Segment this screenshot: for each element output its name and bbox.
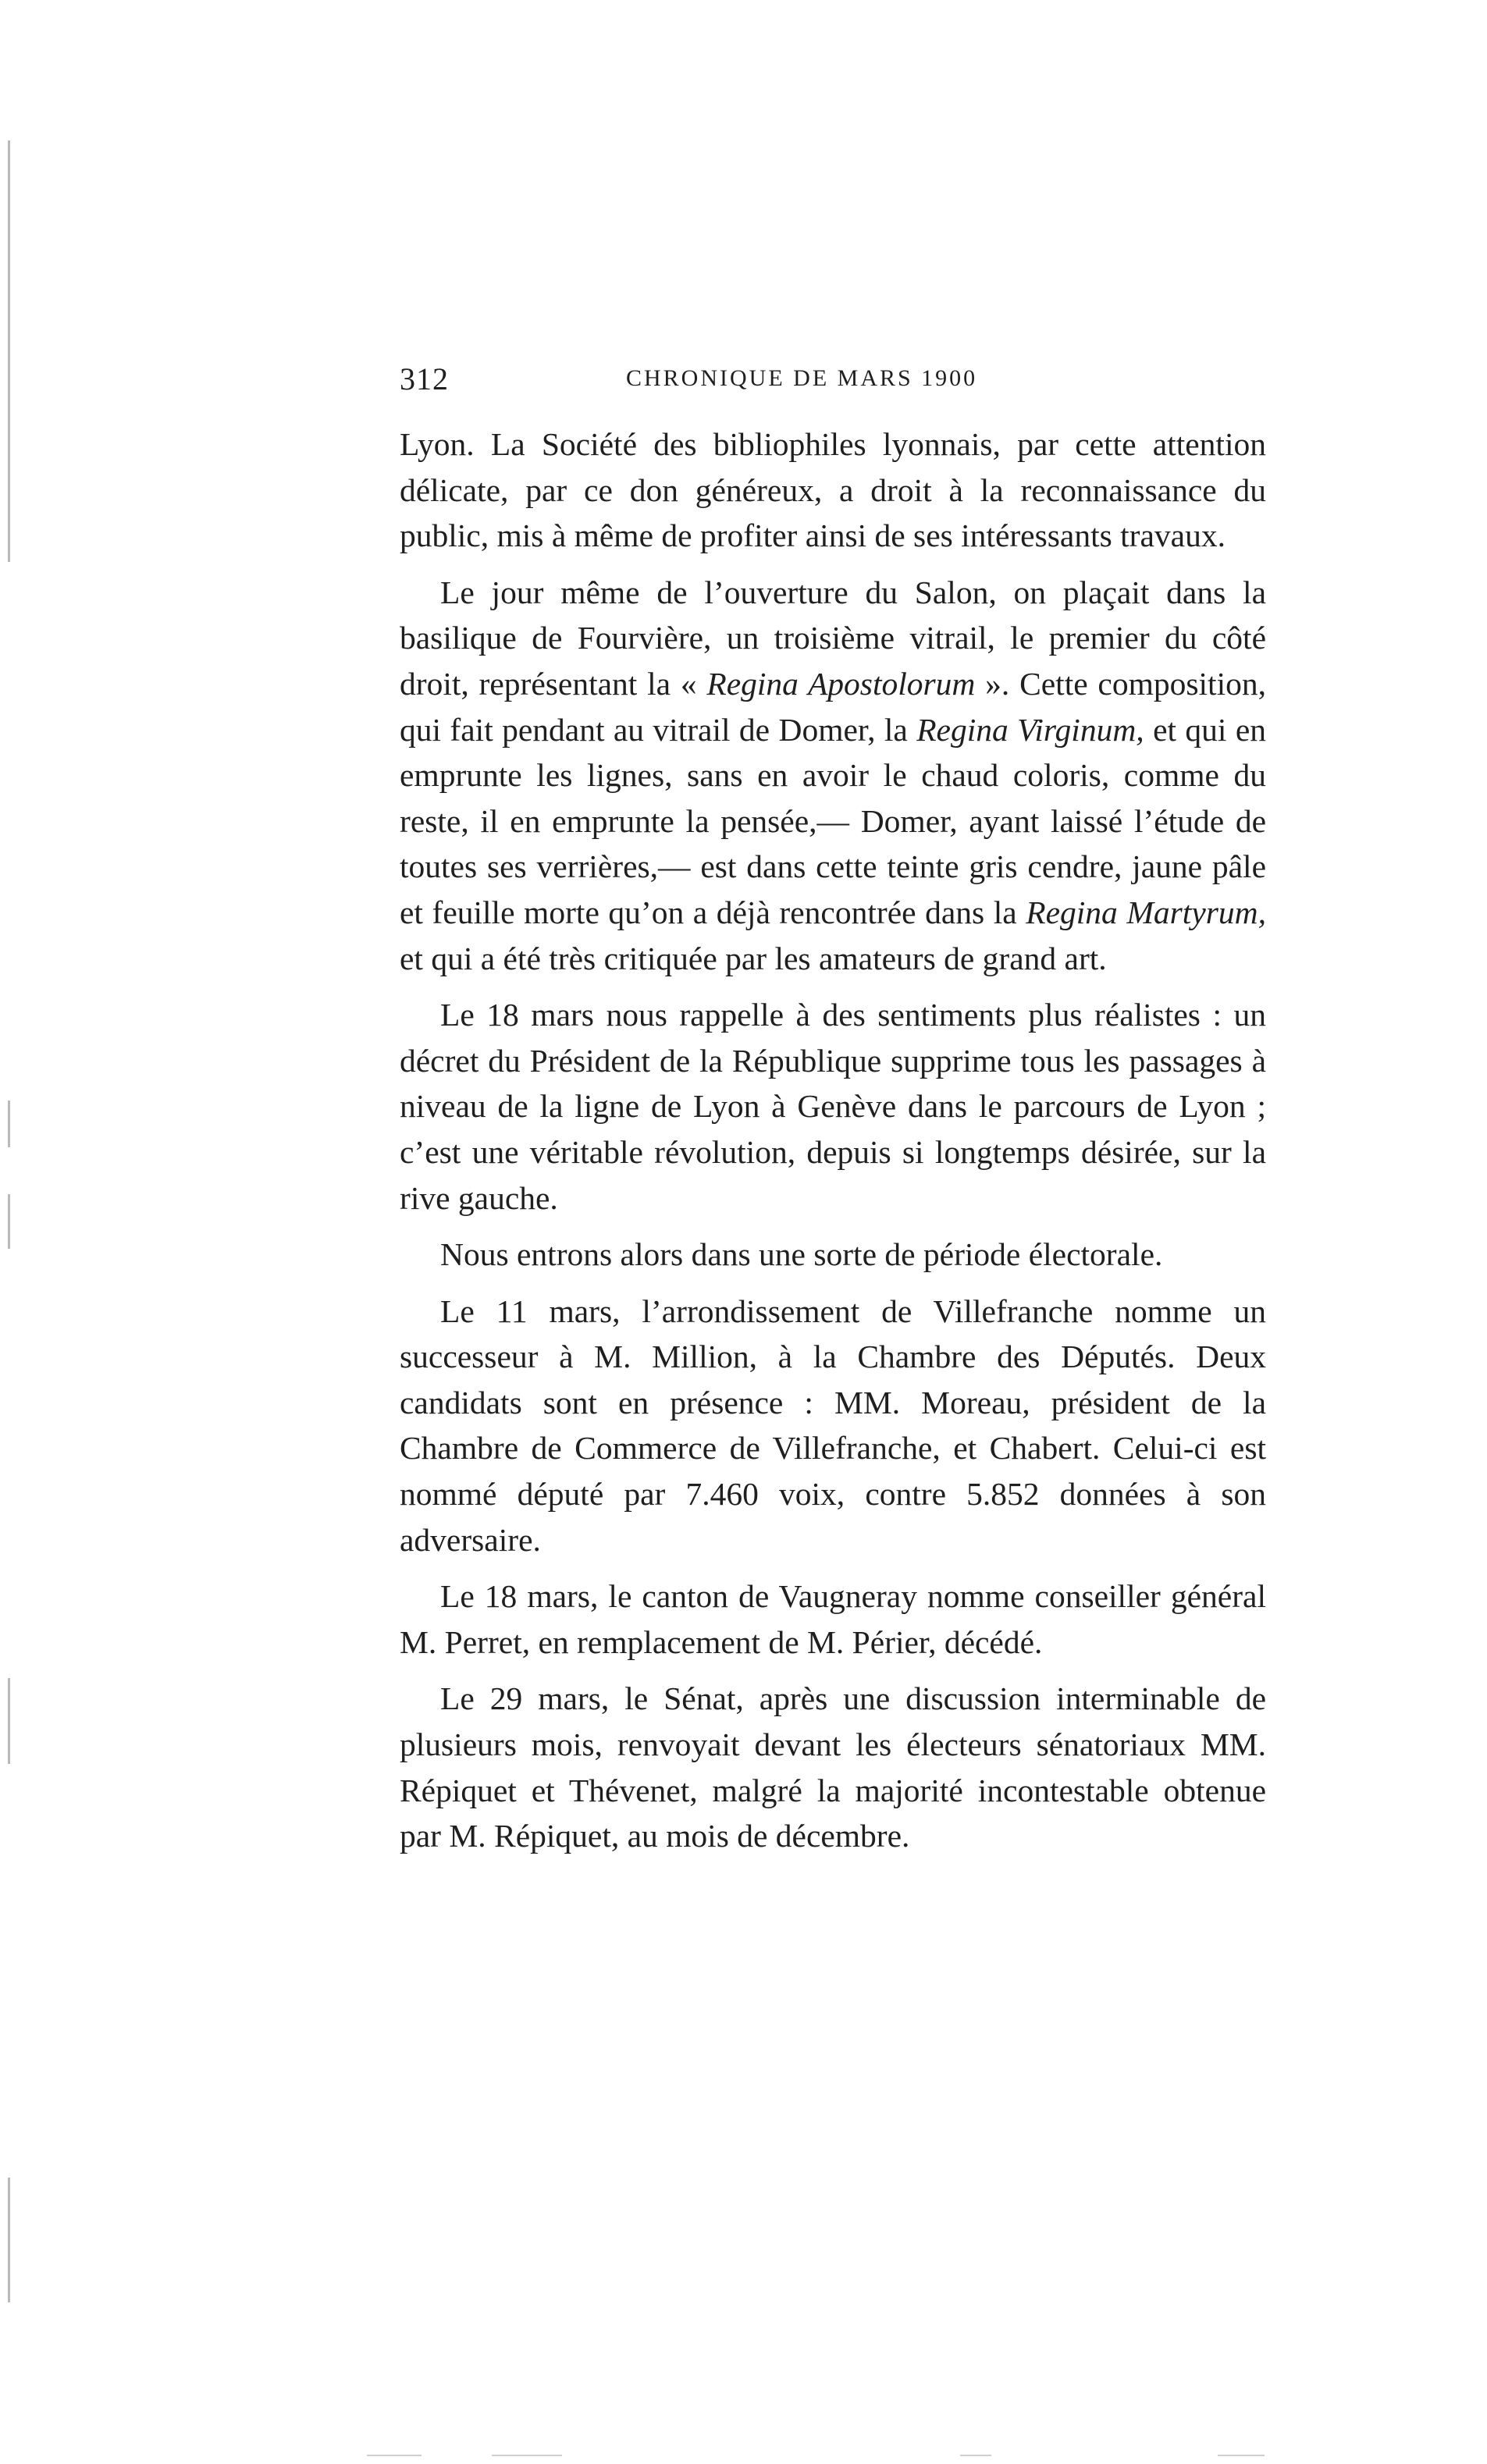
paragraph-decret: Le 18 mars nous rappelle à des sentiments plus réalistes : un décret du Président de la République supprime tous les passages à niveau de la ligne de Lyon à Genève dans le parcours de Lyon ; c’est une véritable révolution, depuis si longtemps désirée, sur la rive gauche. — [400, 997, 1266, 1216]
scan-bottom-mark — [1218, 2455, 1265, 2456]
page-number: 312 — [400, 361, 449, 396]
paragraph-villefranche: Le 11 mars, l’arrondissement de Villefranche nomme un successeur à M. Million, à la Chambre des Députés. Deux candidats sont en présence : MM. Moreau, président de la Chambre de Commerce de Villefranche, et Chabert. Celui-ci est nommé député par 7.460 voix, contre 5.852 données à son adversaire. — [400, 1292, 1266, 1558]
italic-title: Regina Virginum, — [916, 711, 1144, 748]
text-run: ». Cette composition, qui fait pendant au vitrail de Domer, la — [400, 665, 1266, 748]
paragraph-electorale: Nous entrons alors dans une sorte de période électorale. — [440, 1236, 1163, 1273]
running-head — [400, 361, 1004, 407]
paragraph-vaugneray: Le 18 mars, le canton de Vaugneray nomme conseiller général M. Perret, en remplacement de M. Périer, décédé. — [400, 1578, 1266, 1660]
text-run: et qui en emprunte les lignes, sans en avoir le chaud coloris, comme du reste, il en emprunte la pensée,— Domer, ayant laissé l’étude de toutes ses verrières,— est dans cette teinte gris cendre, jaune pâle et feuille morte qu’on a déjà rencontrée dans la — [400, 711, 1266, 930]
scan-edge-mark — [8, 1678, 10, 1764]
paragraph-senat: Le 29 mars, le Sénat, après une discussion interminable de plusieurs mois, renvoyait devant les électeurs sénatoriaux MM. Répiquet et Thévenet, malgré la majorité incontestable obtenue par M. Répiquet, au mois de décembre. — [400, 1680, 1266, 1854]
paragraph-fourviere — [400, 570, 1266, 981]
scan-edge-mark — [8, 140, 10, 562]
paragraph-continuation: Lyon. La Société des bibliophiles lyonnais, par cette attention délicate, par ce don généreux, a droit à la reconnaissance du public, mis à même de profiter ainsi de ses intéressants travaux. — [400, 426, 1266, 554]
scan-bottom-mark — [367, 2455, 422, 2456]
body-text — [400, 421, 1266, 1859]
italic-title: Regina Apostolorum — [706, 665, 976, 702]
italic-title: Regina Martyrum, — [1026, 894, 1266, 930]
text-run: et qui a été très critiquée par les amateurs de grand art. — [400, 940, 1107, 976]
scan-edge-mark — [8, 2178, 10, 2302]
scan-bottom-mark — [960, 2455, 991, 2456]
scan-edge-mark — [8, 1100, 10, 1147]
running-title: CHRONIQUE DE MARS 1900 — [626, 365, 978, 391]
text-run: Le jour même de l’ouverture du Salon, on plaçait dans la basilique de Fourvière, un troisième vitrail, le premier du côté droit, représentant la « — [400, 574, 1266, 702]
scan-edge-mark — [8, 1194, 10, 1249]
scan-bottom-mark — [492, 2455, 562, 2456]
